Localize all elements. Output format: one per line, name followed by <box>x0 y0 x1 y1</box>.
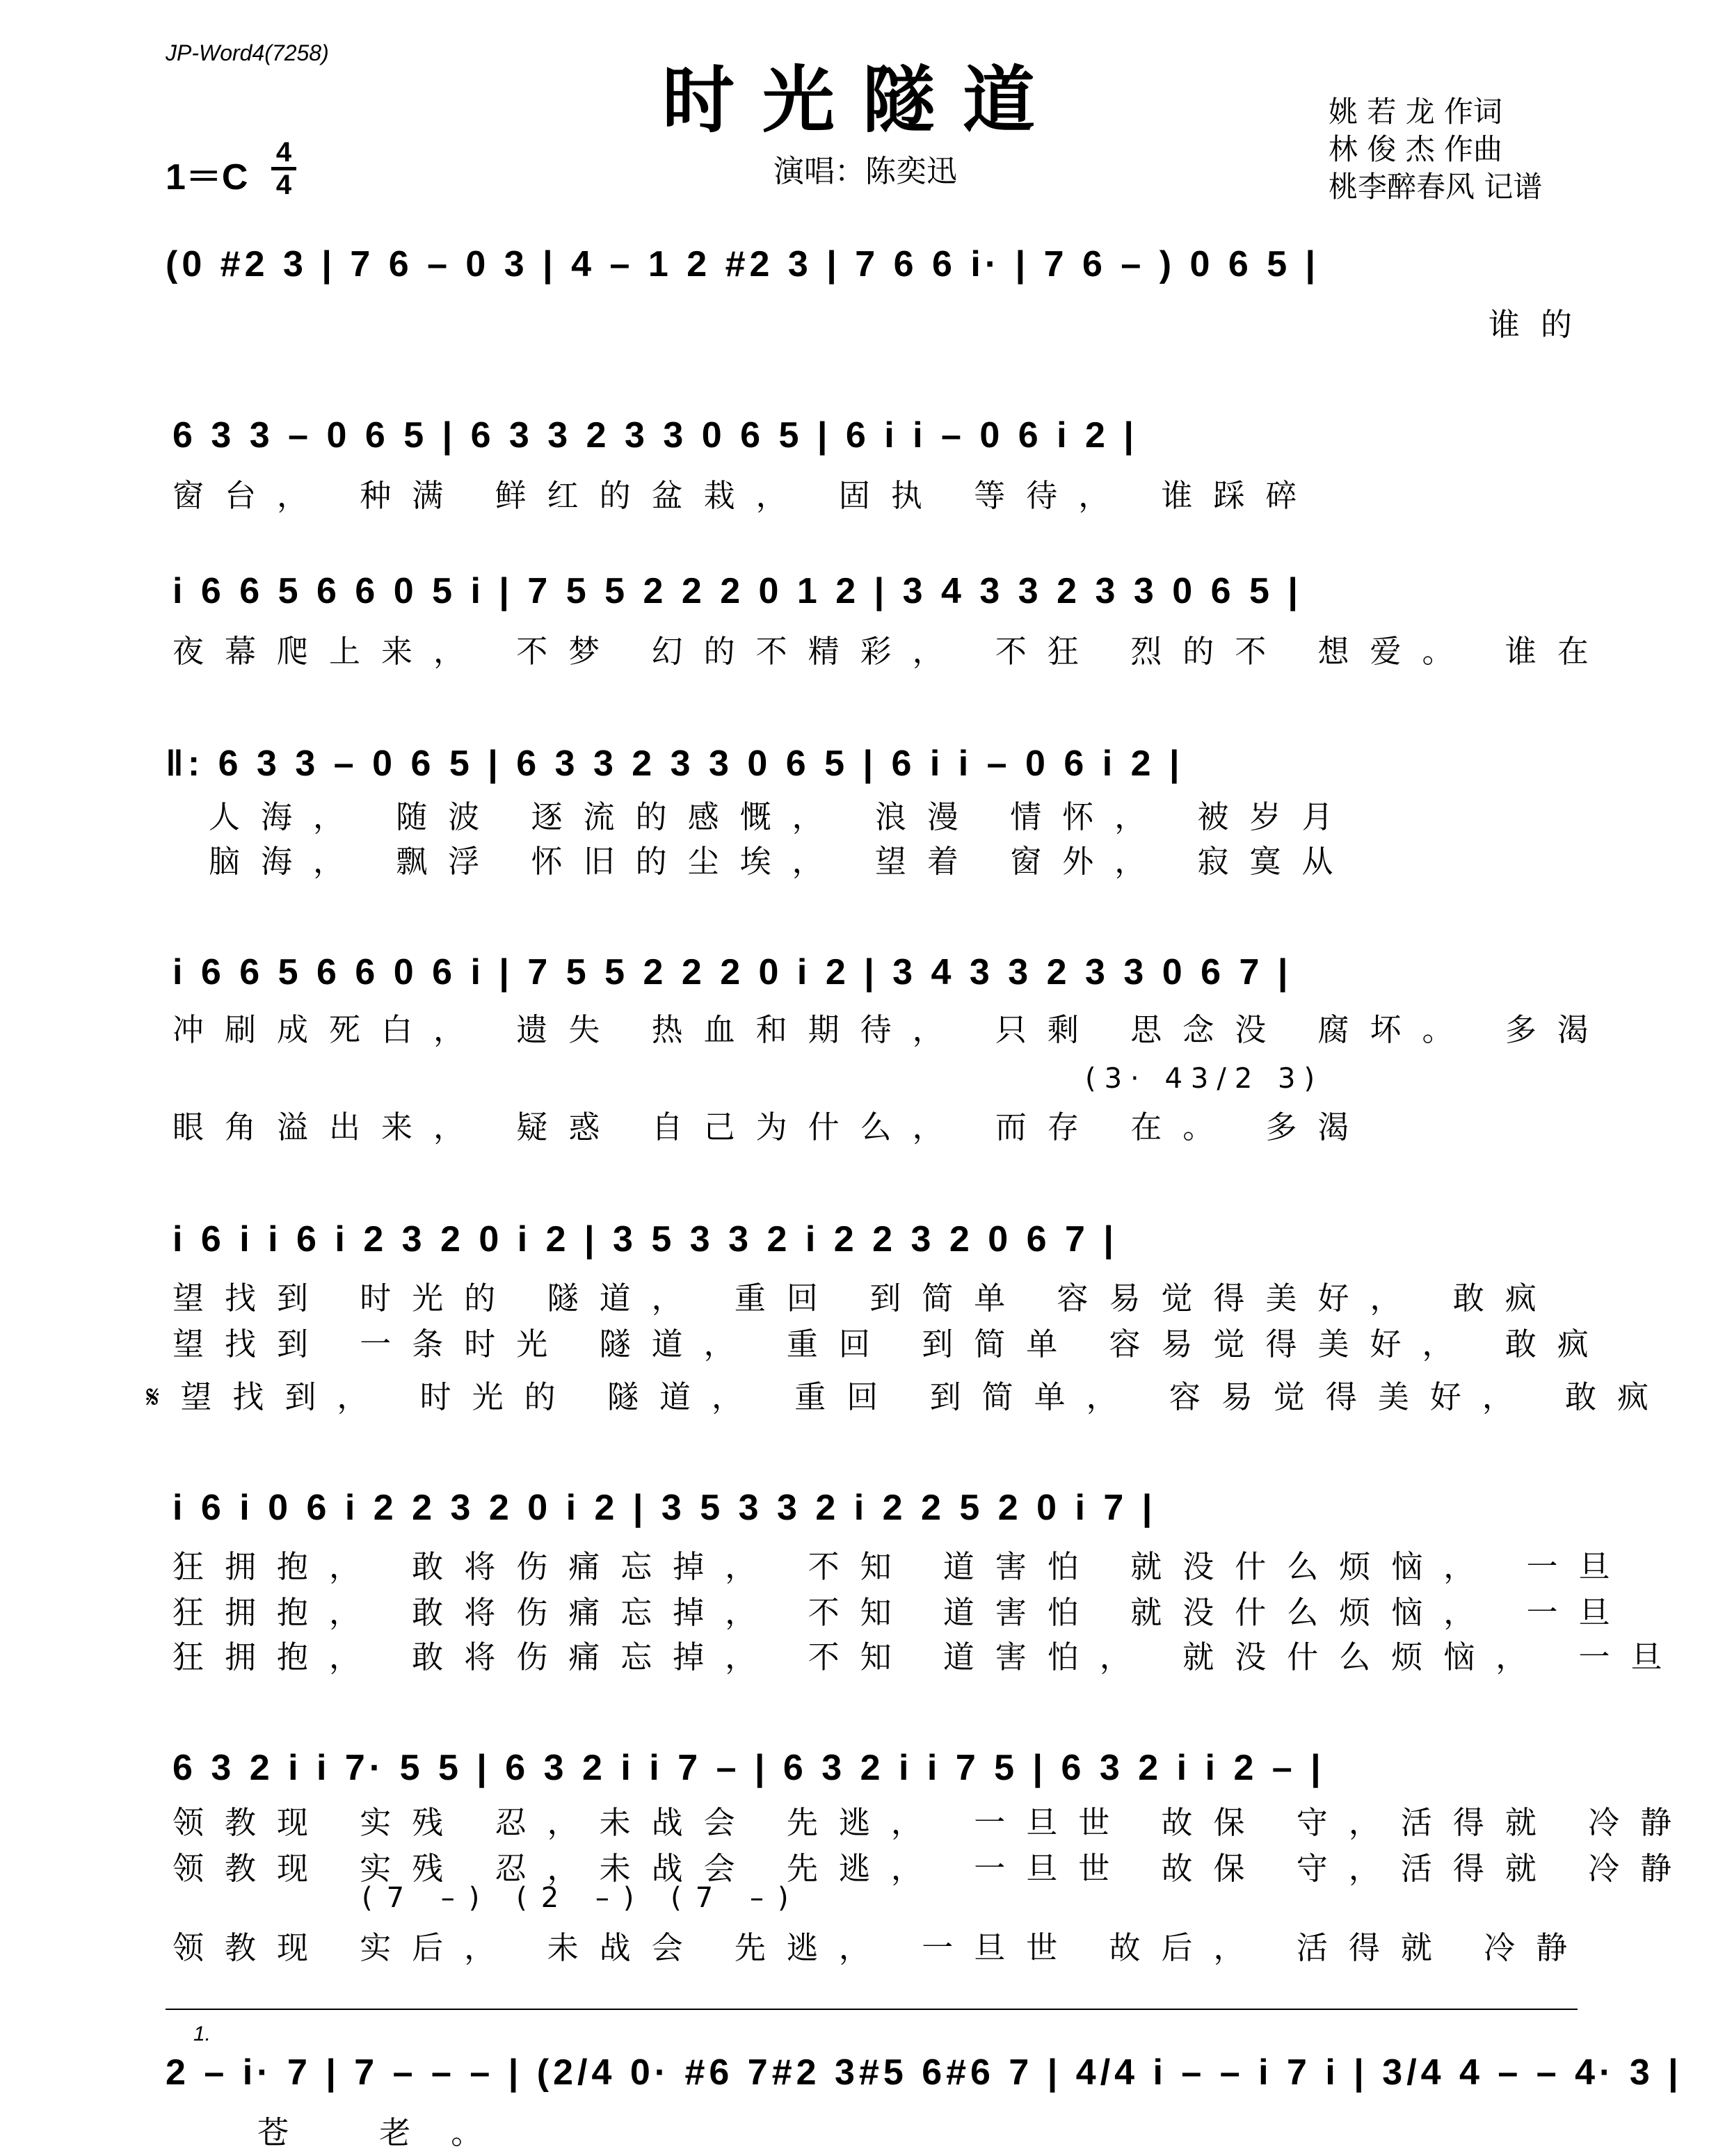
system-4-lyrics-1: 人海， 随波 逐流的感慨， 浪漫 情怀， 被岁月 <box>209 798 1354 835</box>
system-5-lyrics-2: (3· 43/2 3) <box>1085 1063 1324 1095</box>
time-signature-bottom: 4 <box>275 170 292 200</box>
system-6-notes: i 6 i i 6 i 2 3 2 0 i 2 | 3 5 3 3 2 i 2 2 3 2 0 6 7 | <box>172 1219 1118 1260</box>
system-5-notes: i 6 6 5 6 6 0 6 i | 7 5 5 2 2 2 0 i 2 | 3 4 3 3 2 3 3 0 6 7 | <box>172 952 1292 992</box>
volta-number: 1. <box>193 2022 211 2045</box>
system-8-lyrics-1: 领教现 实残 忍，未战会 先逃， 一旦世 故保 守，活得就 冷静 <box>172 1804 1693 1841</box>
system-7-lyrics-1: 狂拥抱， 敢将伤痛忘掉， 不知 道害怕 就没什么烦恼， 一旦 <box>172 1548 1631 1585</box>
system-3-notes: i 6 6 5 6 6 0 5 i | 7 5 5 2 2 2 0 1 2 | 3 4 3 3 2 3 3 0 6 5 | <box>172 571 1302 611</box>
system-8-notes: 6 3 2 i i 7· 5 5 | 6 3 2 i i 7 – | 6 3 2 i i 7 5 | 6 3 2 i i 2 – | <box>172 1748 1325 1788</box>
system-1-lyrics-1: 谁的 <box>1489 306 1594 343</box>
singer-credit: 演唱：陈奕迅 <box>773 154 957 189</box>
system-4-lyrics-2: 脑海， 飘浮 怀旧的尘埃， 望着 窗外， 寂寞从 <box>209 843 1354 880</box>
system-6-lyrics-3: 𝄋望找到， 时光的 隧道， 重回 到简单， 容易觉得美好， 敢疯 <box>146 1378 1670 1415</box>
song-title: 时光隧道 <box>661 57 1063 143</box>
system-1-notes: (0 #2 3 | 7 6 – 0 3 | 4 – 1 2 #2 3 | 7 6 6 i· | 7 6 – ) 0 6 5 | <box>166 244 1320 284</box>
system-2-notes: 6 3 3 – 0 6 5 | 6 3 3 2 3 3 0 6 5 | 6 i i – 0 6 i 2 | <box>172 415 1138 456</box>
system-6-lyrics-1: 望找到 时光的 隧道， 重回 到简单 容易觉得美好， 敢疯 <box>172 1280 1557 1317</box>
system-7-lyrics-3: 狂拥抱， 敢将伤痛忘掉， 不知 道害怕， 就没什么烦恼， 一旦 <box>172 1639 1683 1675</box>
system-2-lyrics-1: 窗台， 种满 鲜红的盆栽， 固执 等待， 谁踩碎 <box>172 477 1318 514</box>
system-5-lyrics-1: 冲刷成死白， 遗失 热血和期待， 只剩 思念没 腐坏。 多渴 <box>172 1011 1610 1048</box>
system-4-notes: ‖: 6 3 3 – 0 6 5 | 6 3 3 2 3 3 0 6 5 | 6 i i – 0 6 i 2 | <box>166 743 1184 784</box>
time-signature-top: 4 <box>275 137 292 168</box>
source-label: JP-Word4(7258) <box>166 40 329 65</box>
system-8-lyrics-3: (7 –) (2 –) (7 –) <box>362 1882 803 1914</box>
system-7-notes: i 6 i 0 6 i 2 2 3 2 0 i 2 | 3 5 3 3 2 i 2 2 5 2 0 i 7 | <box>172 1488 1157 1528</box>
lyricist-credit: 姚 若 龙 作词 <box>1329 95 1503 129</box>
system-8-lyrics-2: 领教现 实残 忍，未战会 先逃， 一旦世 故保 守，活得就 冷静 <box>172 1850 1693 1887</box>
composer-credit: 林 俊 杰 作曲 <box>1329 132 1503 166</box>
system-9-notes: 2 – i· 7 | 7 – – – | (2/4 0· #6 7#2 3#5 6#6 7 | 4/4 i – – i 7 i | 3/4 4 – – 4· 3 | <box>166 2052 1683 2093</box>
key-signature: 1＝C <box>166 157 248 198</box>
system-6-lyrics-2: 望找到 一条时光 隧道， 重回 到简单 容易觉得美好， 敢疯 <box>172 1326 1610 1362</box>
transcriber-credit: 桃李醉春风 记谱 <box>1329 170 1543 204</box>
system-7-lyrics-2: 狂拥抱， 敢将伤痛忘掉， 不知 道害怕 就没什么烦恼， 一旦 <box>172 1594 1631 1631</box>
volta-bracket <box>166 2009 1578 2010</box>
system-8-lyrics-4: 领教现 实后， 未战会 先逃， 一旦世 故后， 活得就 冷静 <box>172 1929 1589 1966</box>
system-5-lyrics-3: 眼角溢出来， 疑惑 自己为什么， 而存 在。 多渴 <box>172 1109 1370 1145</box>
system-9-lyrics-1: 苍 老。 <box>257 2114 523 2151</box>
system-3-lyrics-1: 夜幕爬上来， 不梦 幻的不精彩， 不狂 烈的不 想爱。 谁在 <box>172 633 1610 670</box>
time-signature <box>271 139 296 198</box>
